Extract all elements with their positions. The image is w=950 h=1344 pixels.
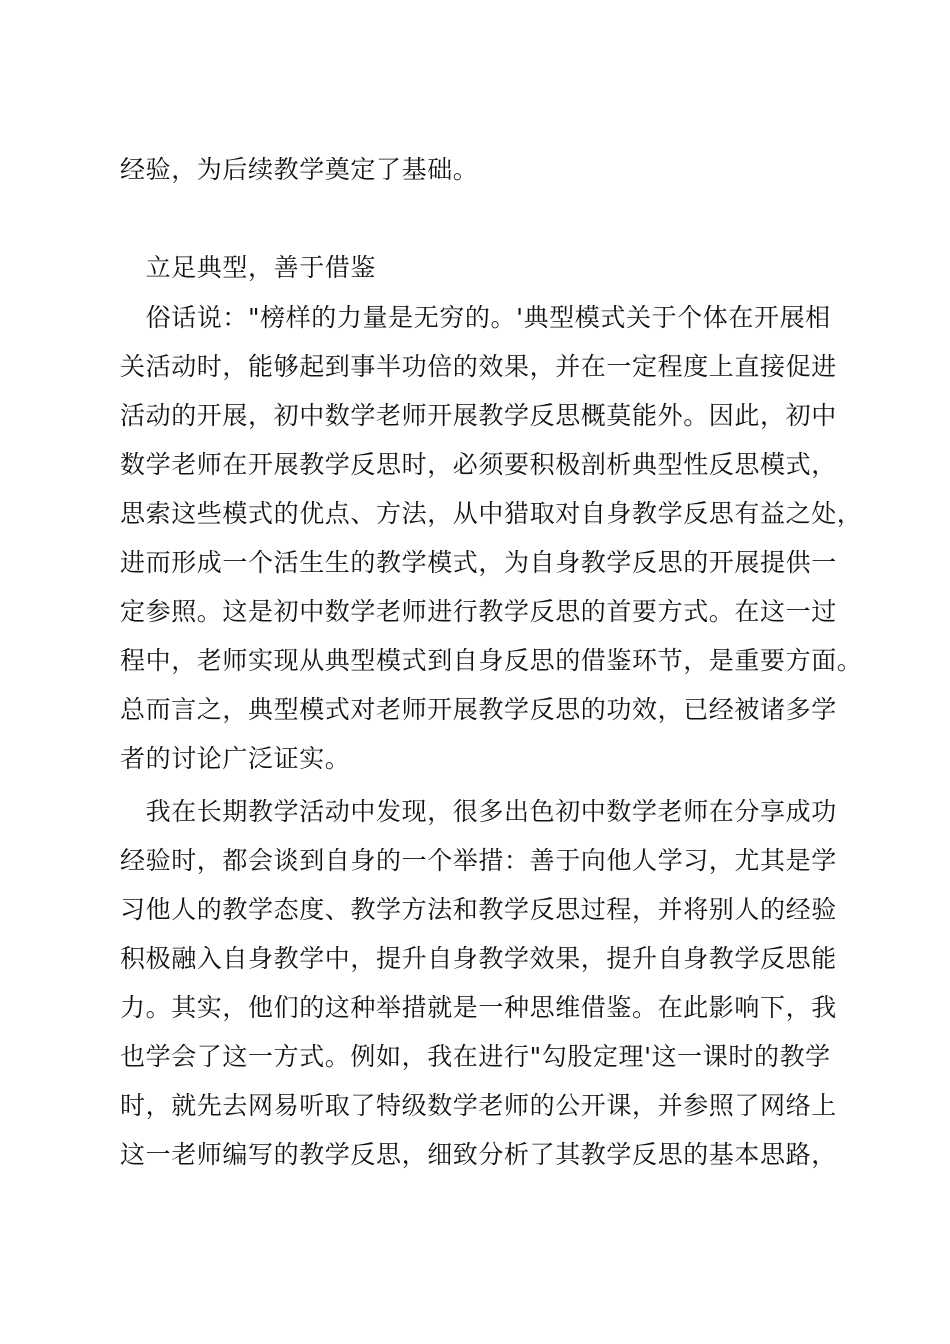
text-line: 积极融入自身教学中，提升自身教学效果，提升自身教学反思能 [120, 944, 837, 973]
text-line: 进而形成一个活生生的教学模式，为自身教学反思的开展提供一 [120, 548, 837, 577]
text-line: 定参照。这是初中数学老师进行教学反思的首要方式。在这一过 [120, 597, 837, 626]
text-line: 时，就先去网易听取了特级数学老师的公开课，并参照了网络上 [120, 1091, 837, 1120]
text-line: 关活动时，能够起到事半功倍的效果，并在一定程度上直接促进 [120, 352, 837, 381]
text-line: 俗话说："榜样的力量是无穷的。'典型模式关于个体在开展相 [120, 303, 831, 332]
text-line: 这一老师编写的教学反思，细致分析了其教学反思的基本思路， [120, 1140, 837, 1169]
text-line: 者的讨论广泛证实。 [120, 744, 351, 773]
section-heading: 立足典型，善于借鉴 [120, 253, 377, 282]
text-line: 思索这些模式的优点、方法，从中猎取对自身教学反思有益之处， [120, 499, 863, 528]
text-line: 总而言之，典型模式对老师开展教学反思的功效，已经被诸多学 [120, 695, 837, 724]
text-line: 我在长期教学活动中发现，很多出色初中数学老师在分享成功 [120, 797, 837, 826]
text-line: 程中，老师实现从典型模式到自身反思的借鉴环节，是重要方面。 [120, 646, 863, 675]
text-line: 经验时，都会谈到自身的一个举措：善于向他人学习，尤其是学 [120, 846, 837, 875]
text-line: 活动的开展，初中数学老师开展教学反思概莫能外。因此，初中 [120, 401, 837, 430]
text-line: 也学会了这一方式。例如，我在进行"勾股定理'这一课时的教学 [120, 1042, 831, 1071]
text-line: 数学老师在开展教学反思时，必须要积极剖析典型性反思模式， [120, 450, 837, 479]
text-line: 习他人的教学态度、教学方法和教学反思过程，并将别人的经验 [120, 895, 837, 924]
text-line: 经验，为后续教学奠定了基础。 [120, 155, 479, 184]
text-line: 力。其实，他们的这种举措就是一种思维借鉴。在此影响下，我 [120, 993, 837, 1022]
